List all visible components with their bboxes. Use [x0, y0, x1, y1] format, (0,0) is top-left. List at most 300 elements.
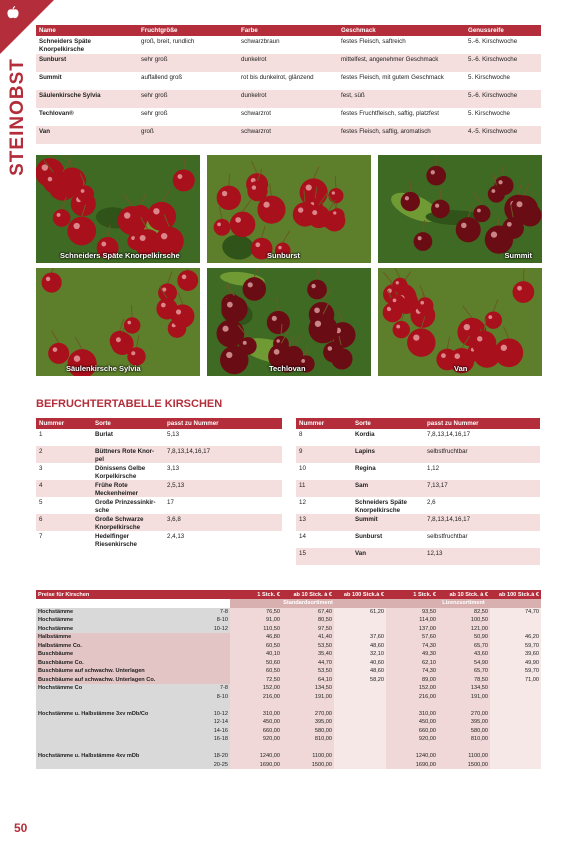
- price-liz-100: [490, 761, 541, 770]
- pollination-title: BEFRUCHTERTABELLE KIRSCHEN: [36, 398, 223, 410]
- price-size: 8-10: [184, 616, 230, 625]
- price-std-1: 152,00: [230, 684, 282, 693]
- cherry-highlight: [74, 223, 80, 229]
- pollination-row: [36, 514, 282, 531]
- price-std-1: 310,00: [230, 710, 282, 719]
- price-row: [36, 727, 541, 736]
- price-size: 7-8: [184, 684, 230, 693]
- price-liz-100: [490, 727, 541, 736]
- price-std-10: 41,40: [282, 633, 334, 642]
- price-row: [36, 752, 541, 761]
- cherry-highlight: [46, 277, 50, 281]
- price-std-1: 216,00: [230, 693, 282, 702]
- cherry-highlight: [278, 246, 281, 249]
- price-std-100: [334, 684, 386, 693]
- price-row: [36, 710, 541, 719]
- pollination-variety: Van: [352, 548, 424, 565]
- price-liz-1: 114,00: [386, 616, 438, 625]
- price-row: [36, 625, 541, 634]
- price-std-1: 450,00: [230, 718, 282, 727]
- price-std-1: 1690,00: [230, 761, 282, 770]
- variety-size: sehr groß: [141, 110, 168, 117]
- pollination-header-number: Nummer: [296, 418, 352, 429]
- variety-taste: mittelfest, angenehmer Geschmack: [338, 54, 465, 72]
- cherry-shape: [485, 311, 502, 328]
- price-std-10: 810,00: [282, 735, 334, 744]
- price-std-10: [282, 744, 334, 753]
- variety-taste: festes Fruchtfleisch, saftig, platzfest: [341, 110, 440, 117]
- variety-color: rot bis dunkelrot, glänzend: [241, 74, 314, 81]
- cherry-highlight: [248, 282, 253, 287]
- pollination-variety: Sam: [352, 480, 424, 497]
- pollination-variety: Große Schwarze Knorpelkirsche: [92, 514, 164, 531]
- pollination-match: 7,8,13,14,16,17: [424, 514, 540, 531]
- variety-header-ripeness: Genussreife: [465, 25, 541, 36]
- price-product: [36, 718, 184, 727]
- cherry-shape: [77, 186, 94, 203]
- price-row: [36, 684, 541, 693]
- photo-cherry: [378, 268, 542, 376]
- cherry-photo-graphic: [378, 155, 542, 263]
- cherry-photo-graphic: [207, 268, 371, 376]
- apple-icon: [6, 6, 20, 20]
- standard-label: Standardsortiment: [230, 599, 386, 608]
- price-liz-1: 660,00: [386, 727, 438, 736]
- price-std-10: 44,70: [282, 659, 334, 668]
- price-std-1: 1240,00: [230, 752, 282, 761]
- variety-size: sehr groß: [138, 90, 238, 108]
- price-liz-10: 134,50: [438, 684, 490, 693]
- price-size: 14-16: [184, 727, 230, 736]
- price-size: 8-10: [184, 693, 230, 702]
- price-row: [36, 642, 541, 651]
- variety-name: Sunburst: [36, 54, 138, 72]
- price-liz-100: 59,70: [490, 642, 541, 651]
- pollination-variety: Regina: [355, 465, 376, 472]
- cherry-highlight: [276, 339, 279, 342]
- price-product: [36, 701, 184, 710]
- price-liz-100: 71,00: [490, 676, 541, 685]
- price-std-10: 134,50: [282, 684, 334, 693]
- cherry-photo-graphic: [207, 155, 371, 263]
- price-liz-10: 1500,00: [438, 761, 490, 770]
- price-liz-100: [490, 710, 541, 719]
- cherry-shape: [414, 232, 433, 251]
- cherry-highlight: [42, 164, 48, 170]
- price-std-1: 110,50: [230, 625, 282, 634]
- price-subheader-row: [36, 599, 541, 608]
- photo-caption: Summit: [504, 251, 532, 260]
- pollination-number: 5: [39, 499, 43, 506]
- price-std-100: [334, 710, 386, 719]
- photo-cherry: [378, 155, 542, 263]
- lizenz-label: Lizenzsortiment: [386, 599, 541, 608]
- cherry-highlight: [153, 208, 159, 214]
- price-product: Halbstämme Co.: [36, 642, 184, 651]
- pollination-variety: Kordia: [355, 431, 375, 438]
- price-std-100: 32,10: [334, 650, 386, 659]
- price-std-1: 46,80: [230, 633, 282, 642]
- cherry-highlight: [116, 337, 121, 342]
- price-row: [36, 667, 541, 676]
- price-table: [36, 590, 541, 769]
- price-liz-10: 121,00: [438, 625, 490, 634]
- cherry-shape: [217, 186, 241, 210]
- price-liz-10: 82,50: [438, 608, 490, 617]
- photo-cherry: [36, 155, 200, 263]
- price-std-10: 80,50: [282, 616, 334, 625]
- variety-taste: festes Fleisch, saftreich: [341, 38, 406, 45]
- price-std-1: 920,00: [230, 735, 282, 744]
- cherry-photo-graphic: [378, 268, 542, 376]
- cherry-highlight: [227, 302, 233, 308]
- photo-caption: Van: [454, 364, 468, 373]
- price-std-10: [282, 701, 334, 710]
- cherry-highlight: [516, 201, 522, 207]
- price-liz-10: 100,50: [438, 616, 490, 625]
- price-header-size: [184, 590, 230, 599]
- price-liz-1: 74,30: [386, 667, 438, 676]
- price-std-100: 37,60: [334, 633, 386, 642]
- pollination-table-right: [296, 418, 540, 565]
- cherry-photo-graphic: [36, 155, 200, 263]
- cherry-shape: [267, 311, 290, 334]
- price-std-10: 580,00: [282, 727, 334, 736]
- cherry-highlight: [306, 184, 312, 190]
- price-liz-10: 65,70: [438, 642, 490, 651]
- cherry-shape: [328, 188, 343, 203]
- photo-cherry: [36, 268, 200, 376]
- price-row: [36, 633, 541, 642]
- price-header-std-100: ab 100 Stck.à €: [334, 590, 386, 599]
- cherry-shape: [417, 297, 434, 314]
- price-std-10: 53,50: [282, 667, 334, 676]
- cherry-highlight: [127, 321, 131, 325]
- pollination-number: 10: [299, 465, 306, 472]
- price-row: [36, 659, 541, 668]
- price-liz-100: 39,60: [490, 650, 541, 659]
- price-std-100: [334, 693, 386, 702]
- cherry-shape: [502, 217, 524, 239]
- pollination-header-variety: Sorte: [92, 418, 164, 429]
- price-liz-1: 74,30: [386, 642, 438, 651]
- cherry-shape: [456, 217, 481, 242]
- cherry-highlight: [53, 347, 58, 352]
- pollination-row: [36, 480, 282, 497]
- price-liz-1: 89,00: [386, 676, 438, 685]
- price-size: 10-12: [184, 625, 230, 634]
- cherry-photo-graphic: [36, 268, 200, 376]
- pollination-number: 15: [296, 548, 352, 565]
- price-product: [36, 735, 184, 744]
- pollination-match: 5,13: [167, 431, 180, 438]
- cherry-shape: [426, 166, 446, 186]
- price-row: [36, 701, 541, 710]
- variety-table: [36, 25, 541, 144]
- price-size: [184, 744, 230, 753]
- pollination-row: [296, 531, 540, 548]
- pollination-variety: Burlat: [95, 431, 113, 438]
- cherry-highlight: [255, 242, 260, 247]
- cherry-highlight: [48, 177, 53, 182]
- pollination-number: 9: [296, 446, 352, 463]
- price-std-1: 60,50: [230, 642, 282, 651]
- pollination-match: 7,8,13,14,16,17: [427, 431, 471, 438]
- cherry-highlight: [182, 275, 187, 280]
- pollination-match: 12,13: [424, 548, 540, 565]
- price-std-1: [230, 701, 282, 710]
- variety-ripeness: 5.-6. Kirschwoche: [465, 54, 541, 72]
- cherry-highlight: [222, 191, 227, 196]
- price-std-1: 91,00: [230, 616, 282, 625]
- price-header-std-10: ab 10 Stck. à €: [282, 590, 334, 599]
- variety-name: Schneiders Späte Knorpelkirsche: [39, 38, 91, 53]
- pollination-match: selbstfruchtbar: [424, 446, 540, 463]
- price-liz-100: [490, 752, 541, 761]
- price-liz-1: [386, 744, 438, 753]
- cherry-shape: [171, 304, 195, 328]
- pollination-variety: Hedelfinger Riesenkirsche: [95, 533, 137, 548]
- cherry-highlight: [477, 209, 481, 213]
- cherry-highlight: [272, 316, 277, 321]
- cherry-shape: [495, 338, 524, 367]
- cherry-highlight: [263, 202, 269, 208]
- cherry-stem: [436, 155, 437, 166]
- cherry-highlight: [298, 207, 303, 212]
- cherry-highlight: [420, 301, 424, 305]
- cherry-highlight: [274, 349, 280, 355]
- variety-name: Summit: [39, 74, 62, 81]
- photo-cherry: [207, 268, 371, 376]
- section-title-vertical: STEINOBST: [7, 58, 29, 176]
- cherry-shape: [173, 169, 195, 191]
- cherry-shape: [407, 328, 435, 356]
- cherry-highlight: [235, 217, 241, 223]
- variety-ripeness: 5.-6. Kirschwoche: [465, 90, 541, 108]
- price-product: Buschbäume Co.: [36, 659, 184, 668]
- price-liz-10: [438, 744, 490, 753]
- photo-caption: Säulenkirsche Sylvia: [66, 364, 141, 373]
- pollination-match: selbstfruchtbar: [427, 533, 468, 540]
- price-liz-100: 59,70: [490, 667, 541, 676]
- cherry-highlight: [81, 189, 85, 193]
- cherry-highlight: [405, 196, 409, 200]
- pollination-variety: Große Prinzessinkir-sche: [95, 499, 156, 514]
- cherry-highlight: [124, 212, 130, 218]
- price-product: [36, 727, 184, 736]
- price-row: [36, 735, 541, 744]
- price-header-liz-100: ab 100 Stck.à €: [490, 590, 541, 599]
- pollination-variety: Summit: [352, 514, 424, 531]
- cherry-shape: [147, 202, 176, 231]
- variety-row: [36, 36, 541, 54]
- price-liz-100: [490, 684, 541, 693]
- price-liz-10: 43,60: [438, 650, 490, 659]
- price-std-100: [334, 735, 386, 744]
- pollination-number: 3: [39, 465, 43, 472]
- price-std-100: [334, 625, 386, 634]
- variety-header-color: Farbe: [238, 25, 338, 36]
- pollination-variety: Sunburst: [355, 533, 383, 540]
- price-liz-10: 191,00: [438, 693, 490, 702]
- price-product: Hochstämme: [36, 608, 184, 617]
- cherry-shape: [473, 205, 490, 222]
- variety-color: dunkelrot: [238, 90, 338, 108]
- price-std-10: 1100,00: [282, 752, 334, 761]
- cherry-shape: [243, 277, 267, 301]
- cherry-shape: [488, 185, 505, 202]
- pollination-row: [296, 497, 540, 514]
- cherry-highlight: [396, 325, 400, 329]
- pollination-match: 3,6,8: [164, 514, 282, 531]
- variety-name: Säulenkirsche Sylvia: [36, 90, 138, 108]
- price-product: Halbstämme: [36, 633, 184, 642]
- cherry-highlight: [74, 355, 80, 361]
- cherry-highlight: [332, 191, 335, 194]
- price-std-100: [334, 718, 386, 727]
- price-liz-10: 1100,00: [438, 752, 490, 761]
- variety-header-row: [36, 25, 541, 36]
- cherry-shape: [67, 217, 96, 246]
- cherry-shape: [124, 317, 140, 333]
- pollination-match: 2,6: [427, 499, 436, 506]
- price-header-std-1: 1 Stck. €: [230, 590, 282, 599]
- price-size: [184, 659, 230, 668]
- variety-size: groß, breit, rundlich: [141, 38, 195, 45]
- price-product: Buschbäume: [36, 650, 184, 659]
- cherry-stem: [410, 180, 411, 192]
- pollination-header-row: [296, 418, 540, 429]
- price-liz-1: 216,00: [386, 693, 438, 702]
- price-liz-1: 1690,00: [386, 761, 438, 770]
- pollination-row: [36, 429, 282, 446]
- pollination-header-match: passt zu Nummer: [424, 418, 540, 429]
- price-std-100: [334, 616, 386, 625]
- price-liz-1: 920,00: [386, 735, 438, 744]
- pollination-row: [296, 514, 540, 531]
- price-liz-10: 78,50: [438, 676, 490, 685]
- price-header-liz-1: 1 Stck. €: [386, 590, 438, 599]
- price-std-10: 97,50: [282, 625, 334, 634]
- price-product: [36, 693, 184, 702]
- pollination-number: 13: [296, 514, 352, 531]
- price-std-100: [334, 727, 386, 736]
- price-product: Buschbäume auf schwachw. Unterlagen Co.: [36, 676, 184, 685]
- price-std-100: [334, 761, 386, 770]
- cherry-shape: [472, 331, 497, 356]
- cherry-highlight: [217, 222, 221, 226]
- price-std-10: 270,00: [282, 710, 334, 719]
- photo-caption: Techlovan: [269, 364, 306, 373]
- pollination-number: 11: [296, 480, 352, 497]
- price-liz-100: [490, 744, 541, 753]
- price-size: [184, 633, 230, 642]
- photo-caption: Schneiders Späte Knorpelkirsche: [60, 251, 180, 260]
- pollination-row: [296, 429, 540, 446]
- price-size: 12-14: [184, 718, 230, 727]
- cherry-highlight: [314, 307, 320, 313]
- variety-ripeness: 5.-6. Kirschwoche: [468, 38, 518, 45]
- cherry-shape: [431, 200, 450, 219]
- cherry-highlight: [413, 335, 419, 341]
- cherry-highlight: [312, 210, 317, 215]
- variety-row: [36, 108, 541, 126]
- cherry-highlight: [101, 242, 106, 247]
- variety-taste: fest, süß: [338, 90, 465, 108]
- pollination-number: 8: [299, 431, 303, 438]
- price-std-1: 60,50: [230, 667, 282, 676]
- pollination-match: 2,4,13: [167, 533, 185, 540]
- price-liz-100: [490, 625, 541, 634]
- price-row: [36, 676, 541, 685]
- cherry-shape: [307, 205, 330, 228]
- page-number: 50: [14, 821, 28, 835]
- cherry-highlight: [311, 284, 315, 288]
- pollination-variety: Dönissens Gelbe Korpelkirsche: [95, 465, 146, 480]
- cherry-highlight: [176, 309, 181, 314]
- cherry-highlight: [507, 222, 512, 227]
- price-header-row: [36, 590, 541, 599]
- price-liz-100: [490, 701, 541, 710]
- cherry-highlight: [477, 336, 482, 341]
- price-liz-10: 50,90: [438, 633, 490, 642]
- pollination-row: [296, 463, 540, 480]
- variety-size: sehr groß: [138, 54, 238, 72]
- cherry-highlight: [441, 353, 446, 358]
- cherry-highlight: [464, 324, 470, 330]
- price-std-10: 1500,00: [282, 761, 334, 770]
- cherry-stem: [440, 188, 441, 200]
- price-product: Buschbäume auf schwachw. Unterlagen: [36, 667, 184, 676]
- cherry-shape: [389, 295, 406, 312]
- price-liz-1: 1240,00: [386, 752, 438, 761]
- cherry-shape: [247, 181, 267, 201]
- variety-taste: festes Fleisch, saftig, aromatisch: [338, 126, 465, 144]
- variety-row: [36, 72, 541, 90]
- cherry-highlight: [454, 353, 460, 359]
- price-liz-100: 49,90: [490, 659, 541, 668]
- pollination-number: 4: [36, 480, 92, 497]
- pollination-variety: Frühe Rote Meckenheimer: [92, 480, 164, 497]
- price-std-1: 660,00: [230, 727, 282, 736]
- price-liz-1: 450,00: [386, 718, 438, 727]
- pollination-match: 1,12: [427, 465, 440, 472]
- cherry-highlight: [57, 213, 61, 217]
- variety-size: auffallend groß: [141, 74, 183, 81]
- cherry-highlight: [488, 315, 492, 319]
- photo-cherry: [207, 155, 371, 263]
- price-size: 10-12: [184, 710, 230, 719]
- cherry-shape: [230, 212, 255, 237]
- price-liz-100: [490, 616, 541, 625]
- cherry-shape: [307, 280, 327, 300]
- cherry-stem: [523, 269, 524, 281]
- pollination-number: 7: [39, 533, 43, 540]
- price-std-10: 191,00: [282, 693, 334, 702]
- price-liz-10: 810,00: [438, 735, 490, 744]
- price-product: Hochstämme: [36, 625, 184, 634]
- variety-size: groß: [138, 126, 238, 144]
- cherry-highlight: [435, 204, 439, 208]
- cherry-highlight: [418, 236, 422, 240]
- pollination-row: [36, 497, 282, 514]
- variety-ripeness: 4.-5. Kirschwoche: [465, 126, 541, 144]
- price-std-1: 72,50: [230, 676, 282, 685]
- cherry-shape: [323, 342, 344, 363]
- cherry-highlight: [333, 211, 336, 214]
- price-liz-10: 65,70: [438, 667, 490, 676]
- price-row: [36, 761, 541, 770]
